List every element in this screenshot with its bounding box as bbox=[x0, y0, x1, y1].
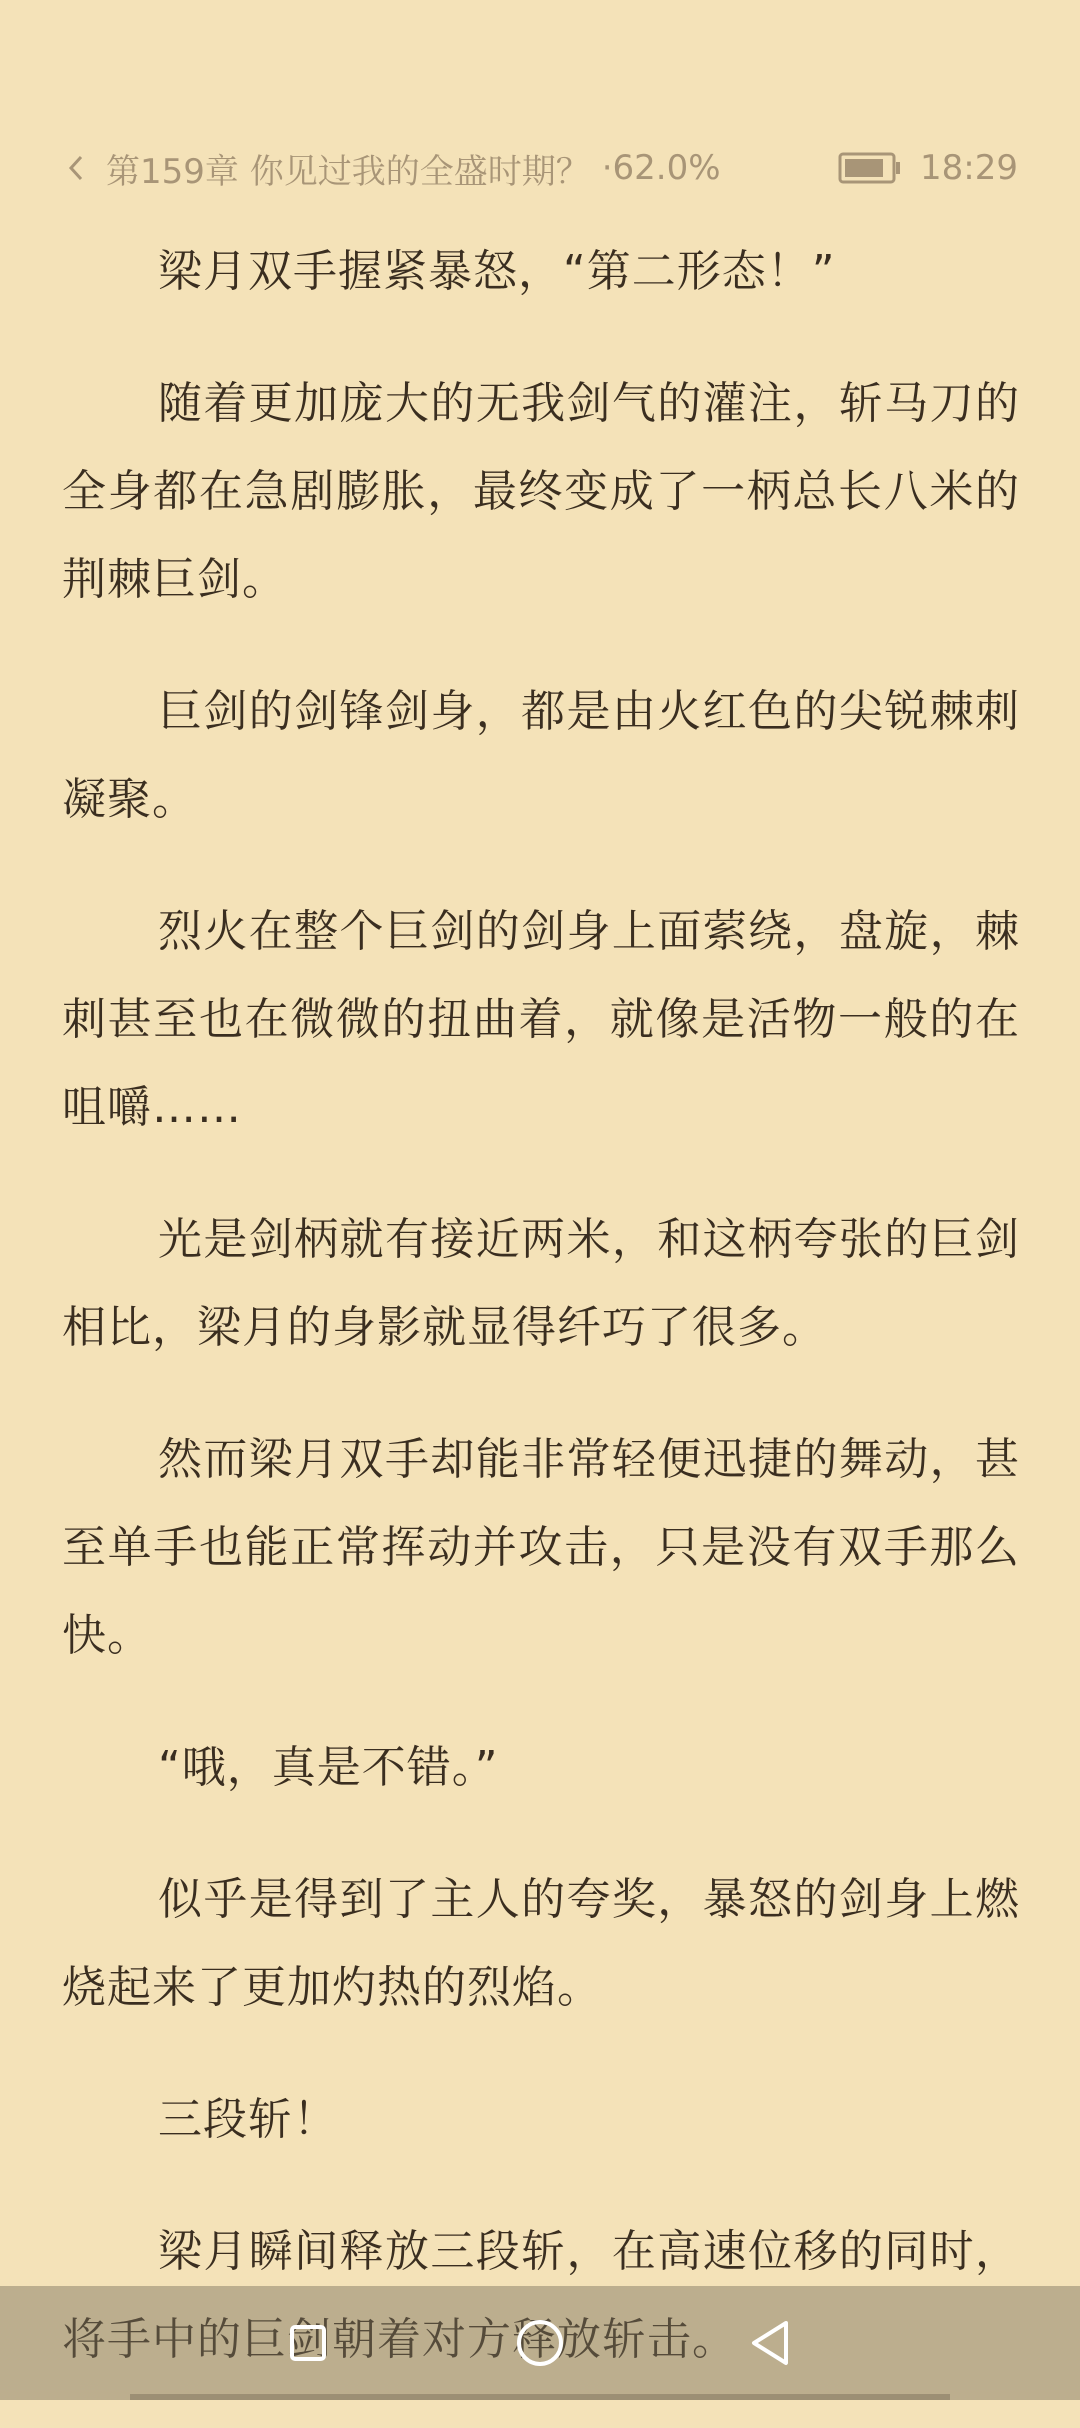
system-navigation-bar bbox=[0, 2286, 1080, 2400]
back-triangle-icon[interactable] bbox=[730, 2308, 810, 2378]
paragraph: 巨剑的剑锋剑身，都是由火红色的尖锐棘刺凝聚。 bbox=[62, 686, 1020, 825]
paragraph: 梁月瞬间释放三段斩，在高速位移的同时，将手中的巨剑朝着对方释放斩击。 bbox=[62, 2226, 1020, 2365]
chapter-title[interactable]: 第159章 你见过我的全盛时期？ bbox=[106, 151, 590, 192]
battery-icon bbox=[838, 151, 902, 185]
paragraph: 光是剑柄就有接近两米，和这柄夸张的巨剑相比，梁月的身影就显得纤巧了很多。 bbox=[62, 1214, 1020, 1353]
paragraph: 烈火在整个巨剑的剑身上面萦绕，盘旋，棘刺甚至也在微微的扭曲着，就像是活物一般的在咀嚼…… bbox=[62, 906, 1020, 1133]
chevron-left-icon[interactable] bbox=[56, 153, 96, 183]
reader-status-bar bbox=[56, 140, 1018, 196]
paragraph: 然而梁月双手却能非常轻便迅捷的舞动，甚至单手也能正常挥动并攻击，只是没有双手那么快。 bbox=[62, 1434, 1020, 1661]
paragraph: 似乎是得到了主人的夸奖，暴怒的剑身上燃烧起来了更加灼热的烈焰。 bbox=[62, 1874, 1020, 2013]
paragraph: 三段斩！ bbox=[158, 2094, 338, 2145]
paragraph: “哦，真是不错。” bbox=[158, 1742, 499, 1793]
home-circle-icon[interactable] bbox=[500, 2308, 580, 2378]
recents-square-icon[interactable] bbox=[268, 2308, 348, 2378]
paragraph: 随着更加庞大的无我剑气的灌注，斩马刀的全身都在急剧膨胀，最终变成了一柄总长八米的荆棘巨剑。 bbox=[62, 378, 1020, 605]
nav-divider-line bbox=[130, 2394, 950, 2400]
chapter-content bbox=[62, 228, 1020, 2428]
clock-time: 18:29 bbox=[920, 148, 1018, 188]
reading-progress: ·62.0% bbox=[601, 148, 721, 188]
paragraph: 梁月双手握紧暴怒，“第二形态！” bbox=[158, 246, 836, 297]
